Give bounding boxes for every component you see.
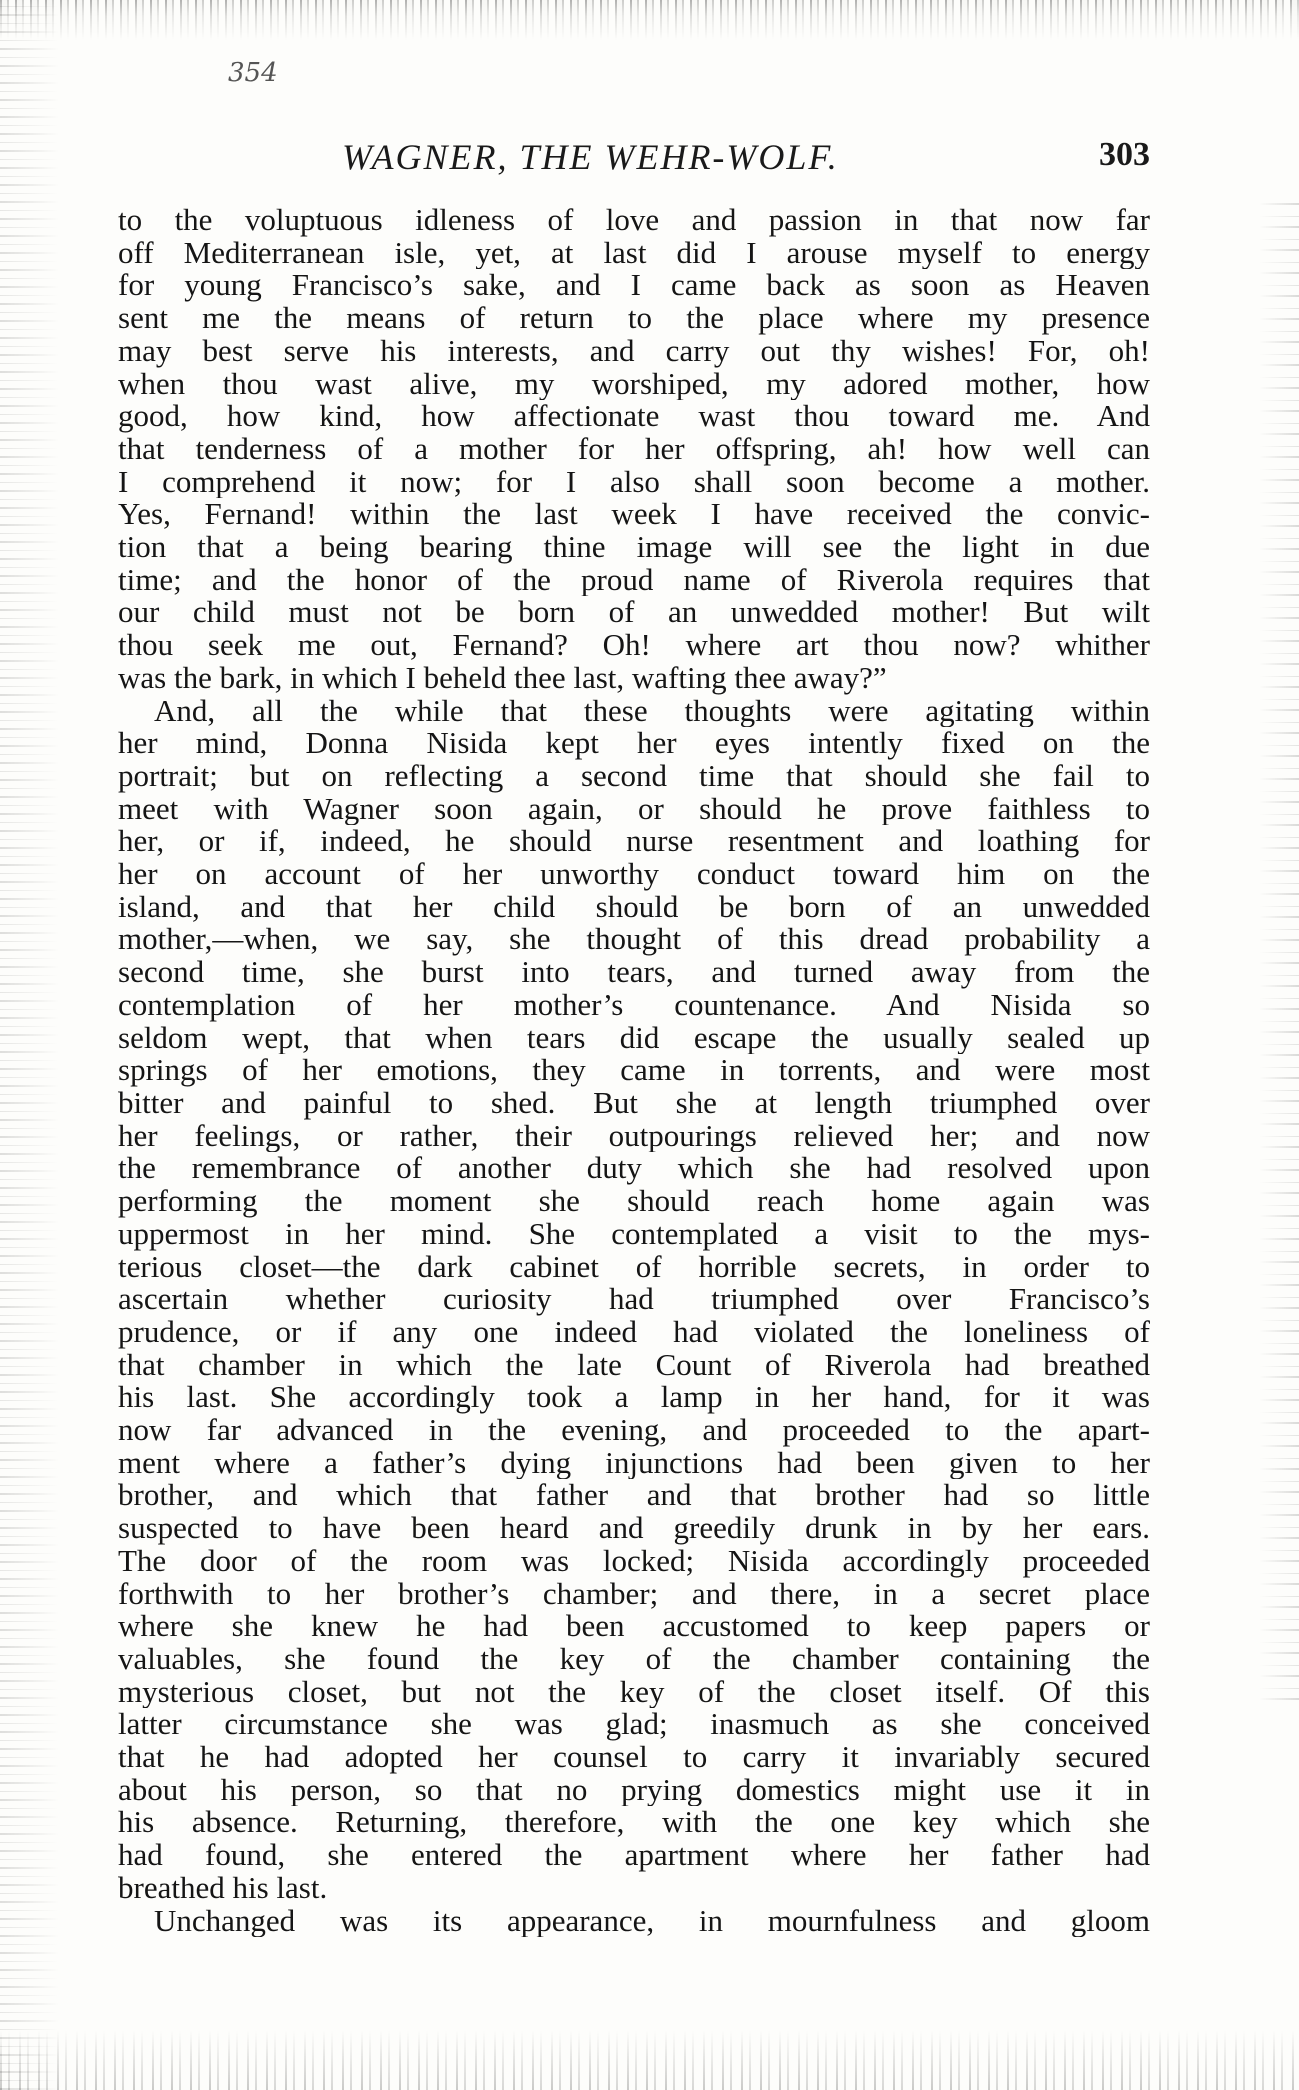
text-line: for young Francisco’s sake, and I came back as soon as Heaven [118,269,1150,303]
running-head [120,136,1150,184]
text-line: off Mediterranean isle, yet, at last did I arouse myself to energy [118,236,1150,270]
text-line: valuables, she found the key of the chamber containing the [118,1642,1150,1676]
text-line: And, all the while that these thoughts were agitating within [154,694,1150,728]
text-line: ment where a father’s dying injunctions had been given to her [118,1446,1150,1480]
paragraph-3 [118,1905,1150,1938]
text-line: contemplation of her mother’s countenance. And Nisida so [118,988,1150,1022]
text-line: I comprehend it now; for I also shall soon become a mother. [118,465,1150,499]
text-line: uppermost in her mind. She contemplated a visit to the mys- [118,1217,1150,1251]
body-text [118,204,1150,1937]
text-line: breathed his last. [118,1871,328,1905]
text-line: when thou wast alive, my worshiped, my adored mother, how [118,367,1150,401]
text-line: that chamber in which the late Count of Riverola had breathed [118,1348,1150,1382]
text-line: her on account of her unworthy conduct toward him on the [118,858,1150,891]
text-line: her feelings, or rather, their outpourings relieved her; and now [118,1119,1150,1153]
text-line: had found, she entered the apartment where her father had [118,1839,1150,1872]
text-line: ascertain whether curiosity had triumphed over Francisco’s [118,1283,1150,1316]
scan-noise-top [0,0,1299,40]
text-line: mysterious closet, but not the key of the closet itself. Of this [118,1675,1150,1709]
text-line: springs of her emotions, they came in torrents, and were most [118,1054,1150,1087]
text-line: second time, she burst into tears, and turned away from the [118,956,1150,989]
text-line: sent me the means of return to the place where my presence [118,302,1150,335]
text-line: now far advanced in the evening, and proceeded to the apart- [118,1414,1150,1447]
text-line: Yes, Fernand! within the last week I have received the convic- [118,498,1150,532]
text-line: where she knew he had been accustomed to keep papers or [118,1610,1150,1643]
scan-noise-left [0,0,60,2090]
text-line: brother, and which that father and that brother had so little [118,1479,1150,1513]
text-line: her, or if, indeed, he should nurse resentment and loathing for [118,825,1150,859]
corner-mark: 354 [228,58,278,88]
text-line: tion that a being bearing thine image will see the light in due [118,531,1150,564]
text-line: that tenderness of a mother for her offspring, ah! how well can [118,432,1150,466]
text-line: island, and that her child should be born of an unwedded [118,890,1150,924]
text-line: mother,—when, we say, she thought of this dread probability a [118,923,1150,957]
text-line: Unchanged was its appearance, in mournfulness and gloom [154,1904,1150,1938]
text-line: portrait; but on reflecting a second time that should she fail to [118,759,1150,793]
text-line: bitter and painful to shed. But she at length triumphed over [118,1086,1150,1120]
text-line: our child must not be born of an unwedded mother! But wilt [118,596,1150,630]
text-line: the remembrance of another duty which she had resolved upon [118,1152,1150,1186]
scan-noise-right [1259,200,1299,1700]
text-line: prudence, or if any one indeed had violated the loneliness of [118,1315,1150,1349]
text-line: was the bark, in which I beheld thee last, wafting thee away?” [118,661,887,695]
text-line: forthwith to her brother’s chamber; and there, in a secret place [118,1577,1150,1611]
text-line: thou seek me out, Fernand? Oh! where art thou now? whither [118,629,1150,662]
text-line: suspected to have been heard and greedily drunk in by her ears. [118,1512,1150,1545]
running-title: WAGNER, THE WEHR-WOLF. [342,137,839,177]
text-line: his absence. Returning, therefore, with the one key which she [118,1806,1150,1840]
text-line: meet with Wagner soon again, or should he prove faithless to [118,792,1150,826]
text-line: her mind, Donna Nisida kept her eyes intently fixed on the [118,727,1150,760]
text-line: latter circumstance she was glad; inasmuch as she conceived [118,1708,1150,1742]
text-line: to the voluptuous idleness of love and passion in that now far [118,204,1150,237]
text-line: that he had adopted her counsel to carry it invariably secured [118,1741,1150,1774]
text-line: may best serve his interests, and carry out thy wishes! For, oh! [118,334,1150,368]
text-line: seldom wept, that when tears did escape the usually sealed up [118,1021,1150,1055]
paragraph-2 [118,695,1150,1905]
text-line: good, how kind, how affectionate wast thou toward me. And [118,400,1150,433]
text-line: about his person, so that no prying domestics might use it in [118,1773,1150,1807]
text-line: time; and the honor of the proud name of Riverola requires that [118,563,1150,597]
text-line: The door of the room was locked; Nisida accordingly proceeded [118,1544,1150,1578]
text-line: terious closet—the dark cabinet of horrible secrets, in order to [118,1250,1150,1284]
paragraph-1 [118,204,1150,695]
text-line: performing the moment she should reach home again was [118,1185,1150,1218]
page-number: 303 [1099,136,1150,173]
text-line: his last. She accordingly took a lamp in her hand, for it was [118,1381,1150,1415]
scan-noise-bottom [0,2030,1299,2090]
